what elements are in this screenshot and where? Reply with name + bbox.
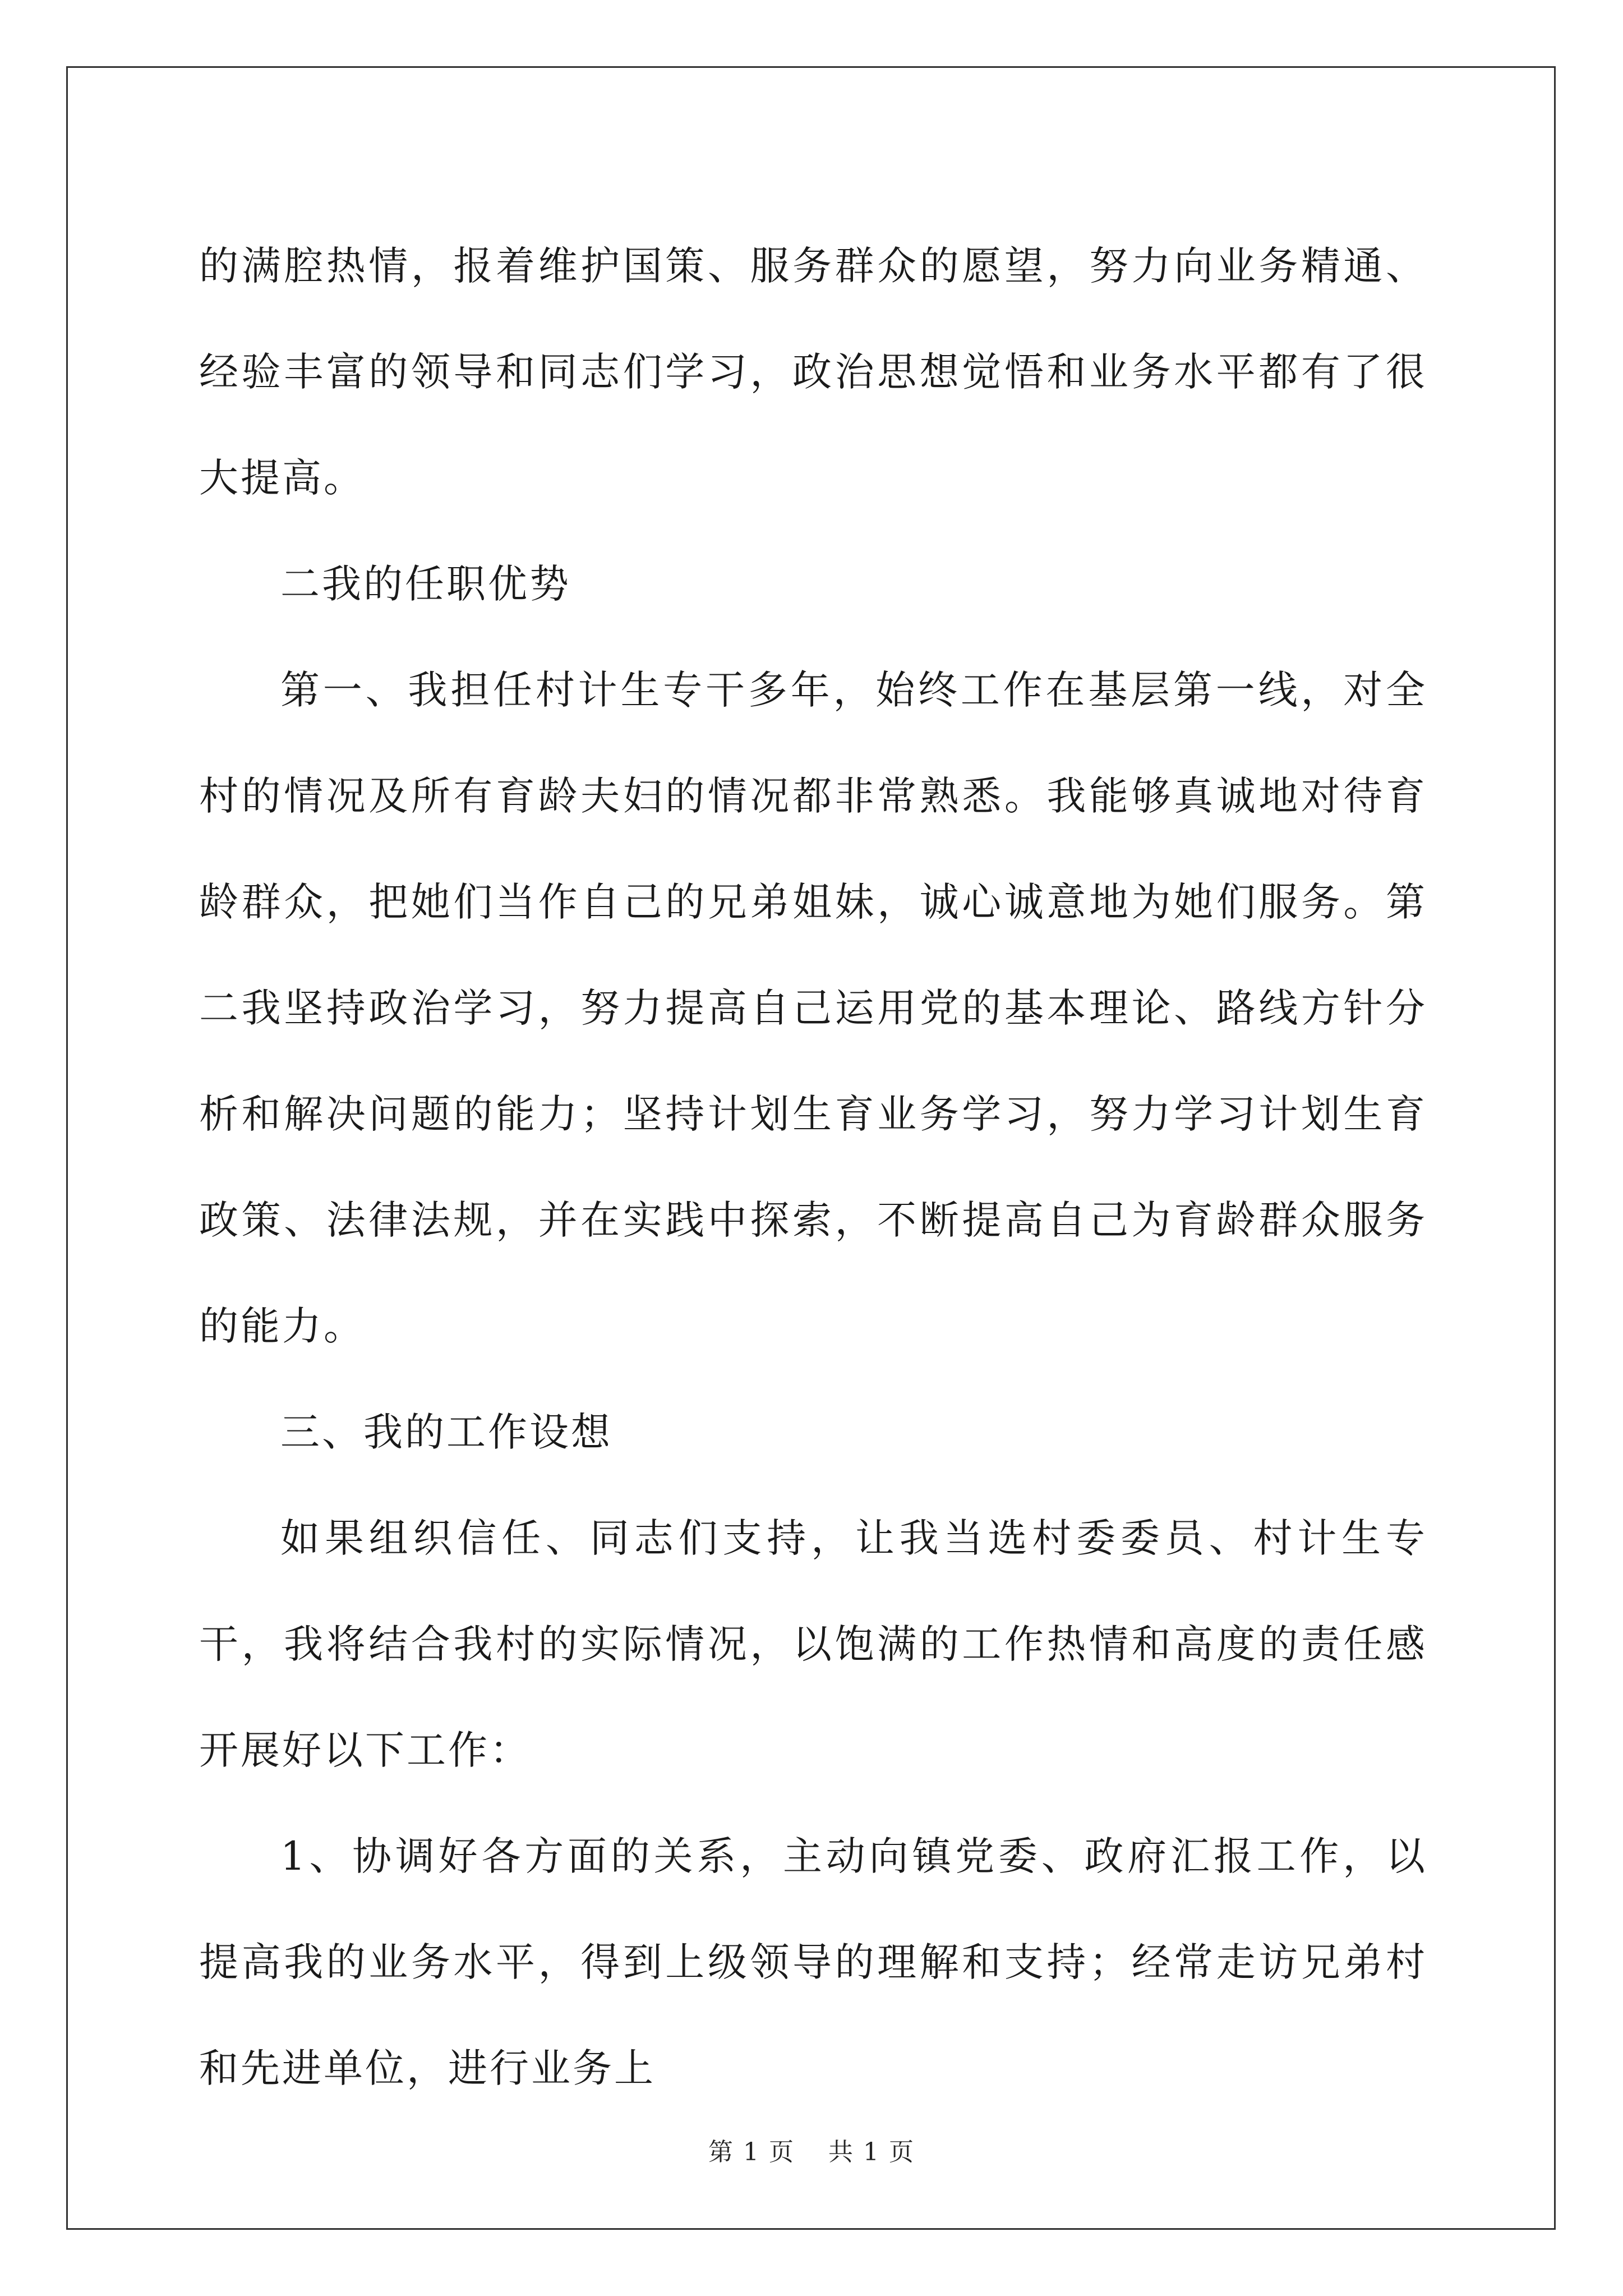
document-body <box>199 213 1427 2122</box>
paragraph-advantages: 第一、我担任村计生专干多年，始终工作在基层第一线，对全村的情况及所有育龄夫妇的情况都非常熟悉。我能够真诚地对待育龄群众，把她们当作自己的兄弟姐妹，诚心诚意地为她们服务。第二我坚持政治学习，努力提高自己运用党的基本理论、路线方针分析和解决问题的能力；坚持计划生育业务学习，努力学习计划生育政策、法律法规，并在实践中探索，不断提高自己为育龄群众服务的能力。 <box>199 667 1427 1349</box>
page-total: 共 1 页 <box>828 2138 915 2166</box>
paragraph-1: 的满腔热情，报着维护国策、服务群众的愿望，努力向业务精通、经验丰富的领导和同志们学习，政治思想觉悟和业务水平都有了很大提高。 <box>199 243 1427 501</box>
section-heading-advantages: 二我的任职优势 <box>280 561 571 607</box>
page-number: 第 1 页 <box>708 2138 795 2166</box>
paragraph-plan-item-1: 1、协调好各方面的关系，主动向镇党委、政府汇报工作，以提高我的业务水平，得到上级领导的理解和支持；经常走访兄弟村和先进单位，进行业务上 <box>199 1833 1427 2091</box>
section-heading-plans: 三、我的工作设想 <box>280 1409 612 1455</box>
paragraph-plans-intro: 如果组织信任、同志们支持，让我当选村委委员、村计生专干，我将结合我村的实际情况，以饱满的工作热情和高度的责任感开展好以下工作： <box>199 1515 1427 1773</box>
page-footer <box>0 2132 1623 2168</box>
